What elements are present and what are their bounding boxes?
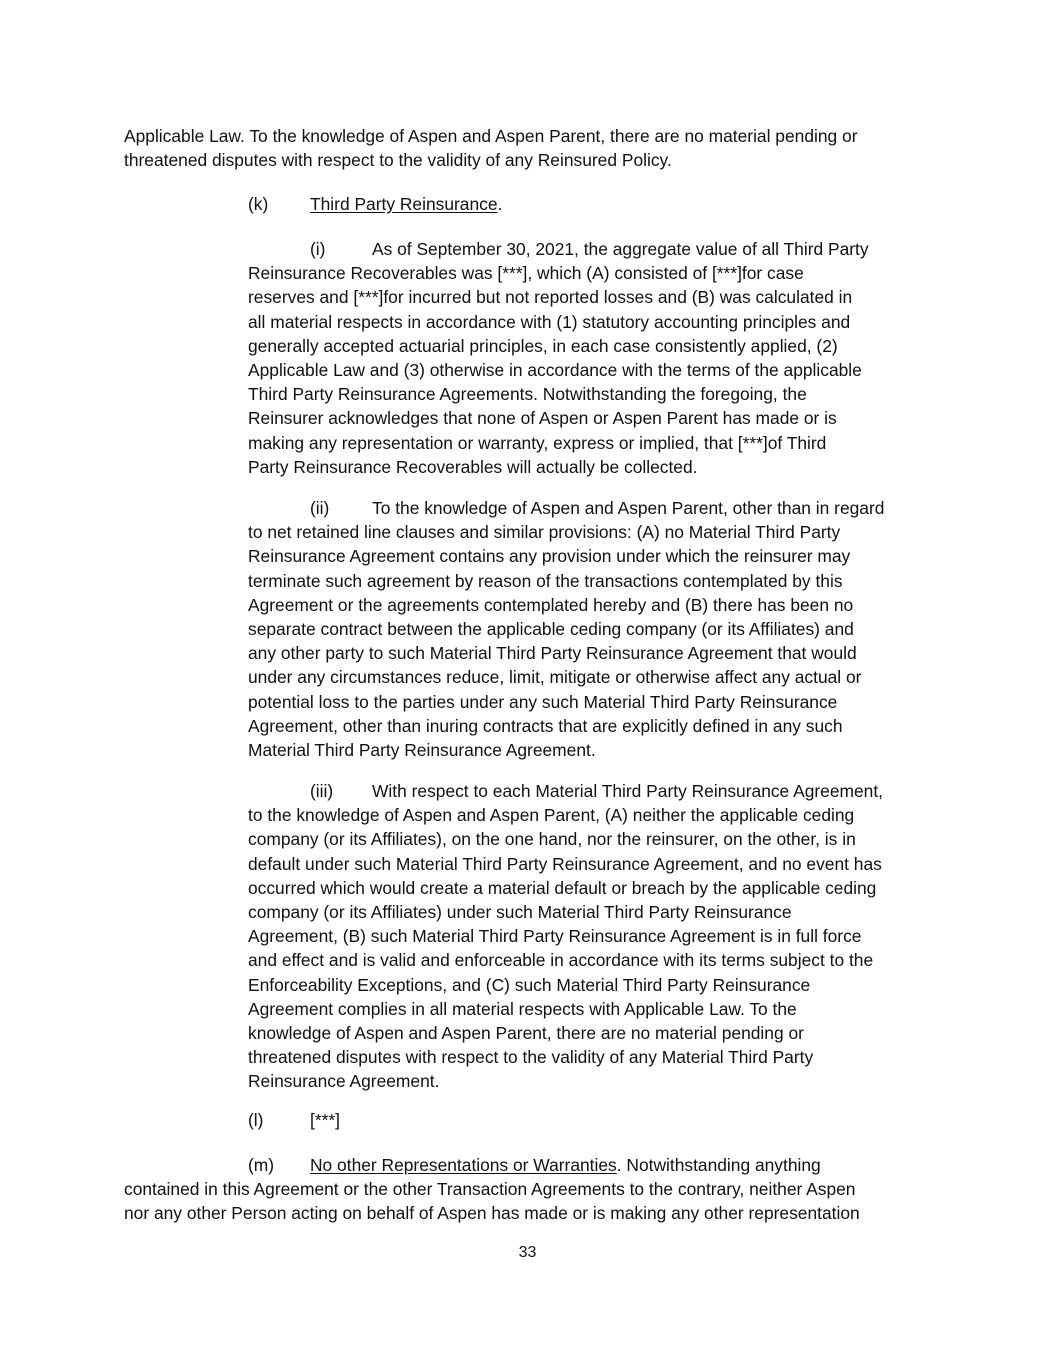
text-line: separate contract between the applicable ceding company (or its Affiliates) and — [248, 619, 854, 640]
text-line: to net retained line clauses and similar provisions: (A) no Material Third Party — [248, 522, 841, 543]
text-line: occurred which would create a material default or breach by the applicable ceding — [248, 877, 877, 898]
section-k-iii-label: (iii) — [310, 781, 334, 801]
text-line: Enforceability Exceptions, and (C) such Material Third Party Reinsurance — [248, 974, 811, 995]
text-line: default under such Material Third Party Reinsurance Agreement, and no event has — [248, 853, 882, 874]
section-k-ii-label: (ii) — [310, 498, 330, 518]
text-line: Agreement or the agreements contemplated hereby and (B) there has been no — [248, 594, 854, 615]
text-line: company (or its Affiliates) under such Material Third Party Reinsurance — [248, 902, 792, 923]
text-line: reserves and [***]for incurred but not reported losses and (B) was calculated in — [248, 287, 853, 308]
section-m-body — [124, 1177, 934, 1225]
section-k-label: (k) — [248, 194, 269, 214]
section-m-title: No other Representations or Warranties — [310, 1155, 617, 1175]
text-line: making any representation or warranty, express or implied, that [***]of Third — [248, 432, 827, 453]
section-l — [248, 1108, 934, 1132]
section-k-title-end: . — [497, 194, 503, 214]
text-line: Reinsurer acknowledges that none of Aspen or Aspen Parent has made or is — [248, 408, 837, 429]
section-k-i-label: (i) — [310, 239, 326, 259]
text-line: With respect to each Material Third Party Reinsurance Agreement, — [372, 781, 884, 801]
paragraph-continuation — [124, 124, 934, 172]
section-k-ii — [248, 496, 934, 762]
section-k-iii — [248, 779, 934, 1094]
text-line: and effect and is valid and enforceable in accordance with its terms subject to the — [248, 950, 874, 971]
text-line: Reinsurance Agreement contains any provision under which the reinsurer may — [248, 546, 851, 567]
section-k-i — [248, 237, 934, 479]
text-line: to the knowledge of Aspen and Aspen Parent, (A) neither the applicable ceding — [248, 805, 855, 826]
text-line: . Notwithstanding anything — [616, 1155, 821, 1175]
text-line: knowledge of Aspen and Aspen Parent, there are no material pending or — [248, 1023, 804, 1044]
section-l-text: [***] — [310, 1110, 340, 1130]
text-line: Material Third Party Reinsurance Agreement. — [248, 740, 596, 761]
section-k-title: Third Party Reinsurance — [310, 194, 498, 214]
text-line: any other party to such Material Third Party Reinsurance Agreement that would — [248, 643, 857, 664]
text-line: Agreement complies in all material respects with Applicable Law. To the — [248, 998, 797, 1019]
text-line: terminate such agreement by reason of the transactions contemplated by this — [248, 570, 843, 591]
page-number: 33 — [518, 1244, 537, 1261]
text-line: Applicable Law. To the knowledge of Aspen and Aspen Parent, there are no material pending or — [124, 126, 858, 146]
text-line: all material respects in accordance with (1) statutory accounting principles and — [248, 311, 851, 332]
text-line: Reinsurance Agreement. — [248, 1071, 440, 1092]
section-l-label: (l) — [248, 1110, 264, 1130]
text-line: To the knowledge of Aspen and Aspen Parent, other than in regard — [372, 498, 885, 518]
text-line: Party Reinsurance Recoverables will actually be collected. — [248, 456, 698, 477]
section-m-label: (m) — [248, 1155, 275, 1175]
text-line: nor any other Person acting on behalf of Aspen has made or is making any other representation — [124, 1203, 860, 1224]
section-k-heading — [248, 192, 934, 216]
text-line: Applicable Law and (3) otherwise in accordance with the terms of the applicable — [248, 360, 862, 381]
text-line: threatened disputes with respect to the validity of any Reinsured Policy. — [124, 150, 672, 171]
text-line: under any circumstances reduce, limit, mitigate or otherwise affect any actual or — [248, 667, 862, 688]
section-m-heading — [248, 1153, 934, 1177]
text-line: Third Party Reinsurance Agreements. Notwithstanding the foregoing, the — [248, 384, 807, 405]
text-line: contained in this Agreement or the other Transaction Agreements to the contrary, neither Aspen — [124, 1179, 856, 1199]
text-line: Reinsurance Recoverables was [***], which (A) consisted of [***]for case — [248, 263, 804, 284]
text-line: threatened disputes with respect to the validity of any Material Third Party — [248, 1047, 814, 1068]
text-line: As of September 30, 2021, the aggregate value of all Third Party — [372, 239, 869, 259]
text-line: generally accepted actuarial principles, in each case consistently applied, (2) — [248, 335, 838, 356]
text-line: company (or its Affiliates), on the one hand, nor the reinsurer, on the other, is in — [248, 829, 856, 850]
text-line: potential loss to the parties under any such Material Third Party Reinsurance — [248, 691, 838, 712]
text-line: Agreement, (B) such Material Third Party Reinsurance Agreement is in full force — [248, 926, 862, 947]
text-line: Agreement, other than inuring contracts that are explicitly defined in any such — [248, 715, 843, 736]
